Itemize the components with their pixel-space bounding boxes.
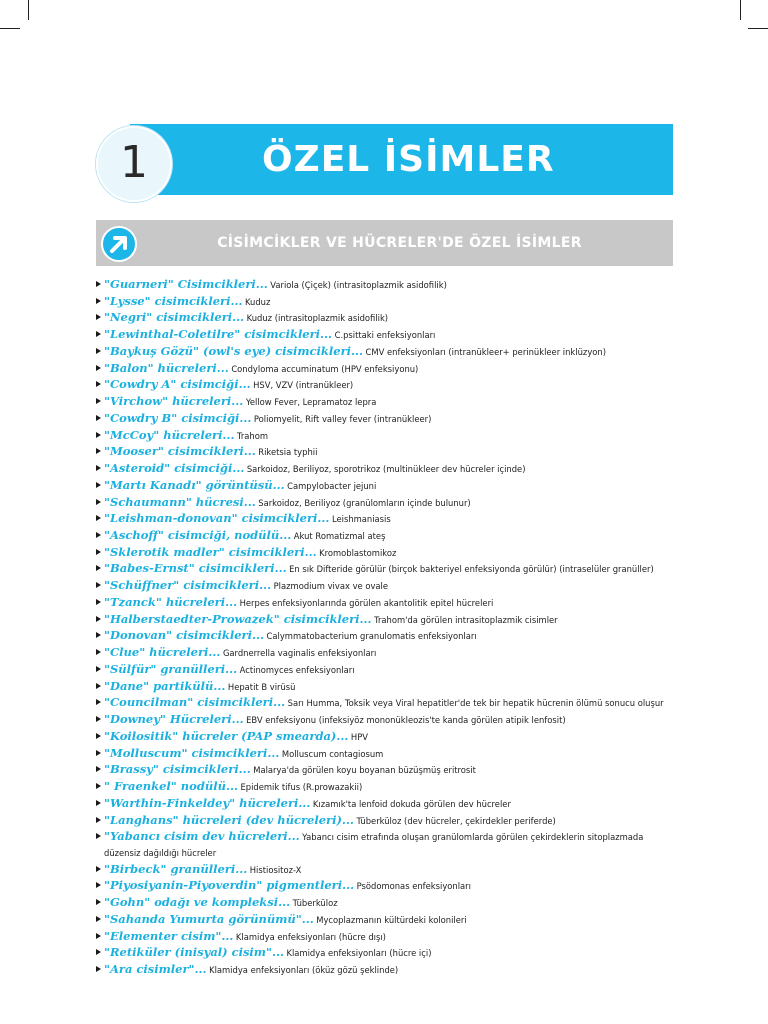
term-description: Plazmodium vivax ve ovale <box>273 581 389 592</box>
term-description: C.psittaki enfeksiyonları <box>334 330 436 341</box>
term-name: "Dane" partikülü... <box>104 678 226 693</box>
term-name: "Negri" cisimcikleri... <box>104 310 245 325</box>
term-description: Kuduz (intrasitoplazmik asidofilik) <box>246 313 389 324</box>
term-name: "Balon" hücreleri... <box>104 360 229 375</box>
term-description: Psödomonas enfeksiyonları <box>356 881 471 892</box>
term-description: Yellow Fever, Lepramatoz lepra <box>245 397 377 408</box>
term-description: Klamidya enfeksiyonları (hücre içi) <box>286 948 432 959</box>
crop-mark-top-right-horizontal <box>748 28 768 29</box>
term-name: "Molluscum" cisimcikleri... <box>104 745 280 760</box>
term-description: Molluscum contagiosum <box>281 748 384 759</box>
term-name: "Clue" hücreleri... <box>104 645 221 660</box>
list-item <box>96 829 681 861</box>
list-item <box>96 762 681 779</box>
list-item <box>96 945 681 962</box>
list-item <box>96 962 681 979</box>
term-description: HPV <box>350 731 368 742</box>
list-item <box>96 612 681 629</box>
term-name: "Halberstaedter-Prowazek" cisimcikleri... <box>104 611 372 626</box>
term-name: "Sülfür" granülleri... <box>104 661 238 676</box>
list-item <box>96 461 681 478</box>
term-description: HSV, VZV (intranükleer) <box>253 380 354 391</box>
term-description: Kızamık'ta lenfoid dokuda görülen dev hücreler <box>312 798 511 809</box>
list-item <box>96 428 681 445</box>
term-name: "Schaumann" hücresi... <box>104 494 256 509</box>
term-description: Hepatit B virüsü <box>227 681 296 692</box>
list-item <box>96 895 681 912</box>
list-item <box>96 929 681 946</box>
term-description: Sarkoidoz, Beriliyoz (granülomların içinde bulunur) <box>258 497 471 508</box>
term-description: CMV enfeksiyonları (intranükleer+ perinükleer inklüzyon) <box>365 346 606 357</box>
term-description: EBV enfeksiyonu (infeksiyöz mononükleozis'te kanda görülen atipik lenfosit) <box>246 715 566 726</box>
term-name: "Cowdry B" cisimciği... <box>104 410 252 425</box>
term-name: "Cowdry A" cisimciği... <box>104 377 251 392</box>
list-item <box>96 528 681 545</box>
term-description: Klamidya enfeksiyonları (hücre dışı) <box>235 931 386 942</box>
term-description: Tüberküloz <box>292 898 338 909</box>
term-description: Klamidya enfeksiyonları (öküz gözü şeklinde) <box>209 965 399 976</box>
term-list <box>96 277 681 979</box>
list-item <box>96 695 681 712</box>
list-item <box>96 628 681 645</box>
list-item <box>96 344 681 361</box>
list-item <box>96 411 681 428</box>
list-item <box>96 912 681 929</box>
term-description: Trahom <box>236 430 269 441</box>
list-item <box>96 545 681 562</box>
term-name: "Sklerotik madler" cisimcikleri... <box>104 544 317 559</box>
term-description: Campylobacter jejuni <box>287 480 377 491</box>
list-item <box>96 712 681 729</box>
list-item <box>96 679 681 696</box>
term-description: Gardnerrella vaginalis enfeksiyonları <box>222 648 377 659</box>
term-description: Trahom'da görülen intrasitoplazmik cisimler <box>374 614 558 625</box>
term-name: "Schüffner" cisimcikleri... <box>104 578 272 593</box>
term-description: Herpes enfeksiyonlarında görülen akantolitik epitel hücreleri <box>239 597 494 608</box>
list-item <box>96 779 681 796</box>
term-name: "Sahanda Yumurta görünümü"... <box>104 911 314 926</box>
term-description: Epidemik tifus (R.prowazakii) <box>240 782 363 793</box>
term-description: Yabancı cisim etrafında oluşan granülomlarda görülen çekirdeklerin sitoplazmada düzensiz dağıldığı hücreler <box>104 832 644 858</box>
term-name: "Virchow" hücreleri... <box>104 394 244 409</box>
list-item <box>96 444 681 461</box>
list-item <box>96 561 681 578</box>
list-item <box>96 796 681 813</box>
term-name: "Ara cisimler"... <box>104 962 207 977</box>
list-item <box>96 277 681 294</box>
term-description: Tüberküloz (dev hücreler, çekirdekler periferde) <box>356 815 556 826</box>
section-title: CİSİMCİKLER VE HÜCRELER'DE ÖZEL İSİMLER <box>217 235 582 251</box>
crop-mark-top-left-horizontal <box>0 28 20 29</box>
term-name: "Lewinthal-Coletilre" cisimcikleri... <box>104 327 333 342</box>
term-name: "Downey" Hücreleri... <box>104 712 244 727</box>
crop-mark-top-left-vertical <box>28 0 29 20</box>
term-description: Kromoblastomikoz <box>319 547 397 558</box>
list-item <box>96 394 681 411</box>
term-description: Akut Romatizmal ateş <box>293 531 386 542</box>
term-description: Variola (Çiçek) (intrasitoplazmik asidofilik) <box>270 280 447 290</box>
term-description: Mycoplazmanın kültürdeki kolonileri <box>316 914 467 925</box>
term-name: "Gohn" odağı ve kompleksi... <box>104 895 291 910</box>
list-item <box>96 377 681 394</box>
term-name: "Leishman-donovan" cisimcikleri... <box>104 511 330 526</box>
term-name: "Lysse" cisimcikleri... <box>104 293 243 308</box>
term-name: "Langhans" hücreleri (dev hücreleri)... <box>104 812 354 827</box>
term-name: "Guarneri" Cisimcikleri... <box>104 277 268 291</box>
list-item <box>96 862 681 879</box>
term-name: "Mooser" cisimcikleri... <box>104 444 256 459</box>
term-description: En sık Difteride görülür (birçok bakteriyel enfeksiyonda görülür) (intraselüler granüller) <box>289 564 654 575</box>
term-name: "Koilositik" hücreler (PAP smearda)... <box>104 728 349 743</box>
term-description: Kuduz <box>244 296 271 307</box>
list-item <box>96 511 681 528</box>
list-item <box>96 746 681 763</box>
term-name: "Elementer cisim"... <box>104 928 234 943</box>
term-name: "Yabancı cisim dev hücreleri... <box>104 829 300 844</box>
term-description: Riketsia typhii <box>258 447 318 458</box>
list-item <box>96 813 681 830</box>
term-name: " Fraenkel" nodülü... <box>104 779 238 794</box>
term-name: "Retiküler (inisyal) cisim"... <box>104 945 284 960</box>
list-item <box>96 294 681 311</box>
term-name: "Piyosiyanin-Piyoverdin" pigmentleri... <box>104 878 355 893</box>
term-description: Sarı Humma, Toksik veya Viral hepatitler'de tek bir hepatik hücrenin ölümü sonucu oluşur <box>287 698 664 709</box>
term-description: Leishmaniasis <box>331 514 391 525</box>
term-name: "Warthin-Finkeldey" hücreleri... <box>104 795 311 810</box>
term-description: Condyloma accuminatum (HPV enfeksiyonu) <box>231 363 419 374</box>
list-item <box>96 495 681 512</box>
term-name: "Asteroid" cisimciği... <box>104 461 245 476</box>
term-name: "Babes-Ernst" cisimcikleri... <box>104 561 287 576</box>
term-description: Calymmatobacterium granulomatis enfeksiyonları <box>266 631 477 642</box>
crop-mark-top-right-vertical <box>740 0 741 20</box>
list-item <box>96 729 681 746</box>
term-name: "Councilman" cisimcikleri... <box>104 695 286 710</box>
term-name: "Donovan" cisimcikleri... <box>104 628 265 643</box>
list-item <box>96 595 681 612</box>
list-item <box>96 310 681 327</box>
list-item <box>96 578 681 595</box>
term-description: Histiositoz-X <box>249 864 302 875</box>
chapter-title: ÖZEL İSİMLER <box>262 139 555 180</box>
chapter-number: 1 <box>120 137 148 188</box>
term-name: "Martı Kanadı" görüntüsü... <box>104 477 285 492</box>
term-description: Actinomyces enfeksiyonları <box>239 664 355 675</box>
term-name: "Tzanck" hücreleri... <box>104 594 238 609</box>
term-name: "Baykuş Gözü" (owl's eye) cisimcikleri... <box>104 343 364 358</box>
term-name: "McCoy" hücreleri... <box>104 427 235 442</box>
term-name: "Aschoff" cisimciği, nodülü... <box>104 528 292 543</box>
list-item <box>96 478 681 495</box>
term-name: "Birbeck" granülleri... <box>104 861 248 876</box>
list-item <box>96 645 681 662</box>
term-description: Malarya'da görülen koyu boyanan büzüşmüş eritrosit <box>253 765 476 776</box>
list-item <box>96 662 681 679</box>
term-name: "Brassy" cisimcikleri... <box>104 762 251 777</box>
term-description: Sarkoidoz, Beriliyoz, sporotrikoz (multinükleer dev hücreler içinde) <box>246 464 526 475</box>
list-item <box>96 361 681 378</box>
list-item <box>96 327 681 344</box>
term-description: Poliomyelit, Rift valley fever (intranükleer) <box>253 413 432 424</box>
list-item <box>96 878 681 895</box>
